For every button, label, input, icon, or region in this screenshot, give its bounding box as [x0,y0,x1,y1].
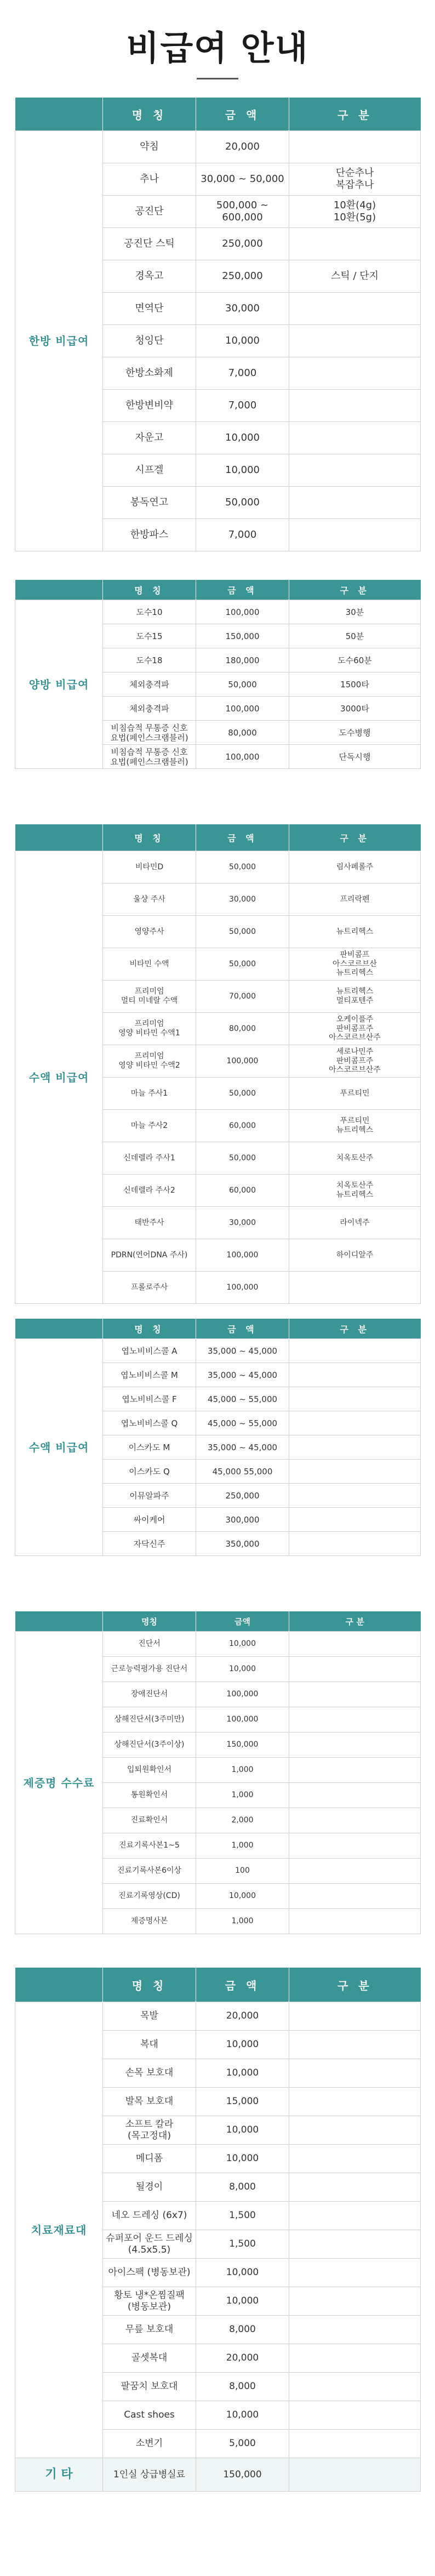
item-price: 100,000 [196,1707,289,1732]
item-price: 45,000 ~ 55,000 [196,1411,289,1435]
item-name: 무릎 보호대 [103,2316,196,2344]
item-price: 10,000 [196,2116,289,2145]
item-price: 35,000 ~ 45,000 [196,1435,289,1460]
item-name: 이스카도 M [103,1435,196,1460]
table-header-row [15,98,421,131]
item-price: 50,000 [196,487,289,519]
etc-category [289,2458,421,2492]
etc-name: 1인실 상급병실료 [103,2458,196,2492]
item-name: 네오 드레싱 (6x7) [103,2202,196,2230]
item-name: 황토 냉*온찜질팩 (병동보관) [103,2287,196,2316]
item-price: 20,000 [196,2344,289,2373]
etc-label: 기 타 [15,2458,103,2492]
header-name: 명칭 [103,1611,196,1632]
item-price: 1,500 [196,2202,289,2230]
item-price: 10,000 [196,1884,289,1909]
item-category [289,1783,421,1808]
item-category [289,454,421,487]
table-row [15,851,421,884]
section-label: 수액 비급여 [15,851,103,1304]
item-price: 10,000 [196,1657,289,1682]
item-category: 푸르티민 뉴트리헥스 [289,1110,421,1142]
item-category [289,1460,421,1484]
item-category [289,2116,421,2145]
header-price: 금 액 [196,98,289,131]
table-treatment-materials [15,1968,421,2492]
item-price: 50,000 [196,1078,289,1110]
item-category [289,2259,421,2287]
item-name: 소프트 칼라 (목고정대) [103,2116,196,2145]
table-header-row [15,1968,421,2002]
item-category: 프리락펜 [289,884,421,916]
item-category [289,390,421,422]
header-category: 구 분 [289,1611,421,1632]
header-name: 명 칭 [103,1319,196,1339]
item-name: 제증명사본 [103,1909,196,1934]
item-price: 80,000 [196,721,289,745]
item-price: 10,000 [196,2031,289,2059]
item-price: 45,000 55,000 [196,1460,289,1484]
item-price: 30,000 [196,1207,289,1239]
item-name: 마늘 주사1 [103,1078,196,1110]
header-name: 명 칭 [103,98,196,131]
item-category [289,2373,421,2401]
item-name: 엽노비비스콜 F [103,1387,196,1411]
item-category: 뉴트리헥스 멀티포텐주 [289,981,421,1013]
item-name: 태반주사 [103,1207,196,1239]
header-name: 명 칭 [103,1968,196,2002]
item-name: 진료기록영상(CD) [103,1884,196,1909]
item-name: 목발 [103,2002,196,2031]
item-name: 마늘 주사2 [103,1110,196,1142]
item-price: 100,000 [196,1682,289,1707]
item-category [289,325,421,357]
item-category [289,2002,421,2031]
item-name: Cast shoes [103,2401,196,2430]
table-row [15,1632,421,1657]
item-category: 50분 [289,624,421,648]
item-name: 한방소화제 [103,357,196,390]
section-label: 양방 비급여 [15,600,103,769]
item-name: 이뮤알파주 [103,1484,196,1508]
table-row [15,2002,421,2031]
item-category: 오케이플주 판비콤프주 아스코르브산주 [289,1013,421,1045]
item-price: 20,000 [196,131,289,163]
item-name: 신데렐라 주사1 [103,1142,196,1175]
item-category [289,1339,421,1363]
item-price: 10,000 [196,1632,289,1657]
table-header-row [15,1611,421,1632]
item-price: 250,000 [196,228,289,260]
item-name: 근로능력평가용 진단서 [103,1657,196,1682]
item-name: 이스카도 Q [103,1460,196,1484]
item-category: 10환(4g) 10환(5g) [289,196,421,228]
item-category [289,519,421,551]
item-price: 20,000 [196,2002,289,2031]
item-price: 350,000 [196,1532,289,1556]
item-category [289,1484,421,1508]
table-oriental-noncovered [15,98,421,551]
item-category: 세로나민주 판비콤프주 아스코르브산주 [289,1045,421,1078]
header-blank [15,98,103,131]
header-category: 구 분 [289,824,421,851]
header-price: 금액 [196,1611,289,1632]
item-category [289,487,421,519]
item-name: 공진단 [103,196,196,228]
item-name: 팔꿈치 보호대 [103,2373,196,2401]
item-name: 상해진단서(3주이상) [103,1732,196,1758]
item-category [289,1532,421,1556]
item-price: 10,000 [196,2401,289,2430]
item-category [289,1732,421,1758]
item-category: 하이디알주 [289,1239,421,1272]
item-name: 울샹 주사 [103,884,196,916]
item-price: 300,000 [196,1508,289,1532]
item-name: 아이스팩 (병동보관) [103,2259,196,2287]
item-category [289,1632,421,1657]
item-price: 100,000 [196,1239,289,1272]
item-category [289,1657,421,1682]
item-name: 경옥고 [103,260,196,293]
item-name: 도수18 [103,648,196,673]
item-price: 45,000 ~ 55,000 [196,1387,289,1411]
item-price: 1,000 [196,1758,289,1783]
header-blank [15,1319,103,1339]
item-category: 단독시행 [289,745,421,769]
item-category: 도수병행 [289,721,421,745]
item-price: 50,000 [196,1142,289,1175]
item-price: 100 [196,1859,289,1884]
item-price: 30,000 [196,884,289,916]
item-price: 10,000 [196,2259,289,2287]
item-price: 10,000 [196,325,289,357]
etc-row [15,2458,421,2492]
header-price: 금 액 [196,824,289,851]
header-category: 구 분 [289,1319,421,1339]
item-name: 비침습적 무통증 신호 요법(페인스크램블러) [103,745,196,769]
item-category [289,2059,421,2088]
item-name: 비타민 수액 [103,948,196,981]
item-name: 체외충격파 [103,673,196,697]
item-name: 입퇴원확인서 [103,1758,196,1783]
item-name: 프리미엄 영양 비타민 수액2 [103,1045,196,1078]
item-category [289,1682,421,1707]
item-category [289,2173,421,2202]
item-name: 엽노비비스콜 A [103,1339,196,1363]
item-name: 엽노비비스콜 Q [103,1411,196,1435]
item-price: 7,000 [196,390,289,422]
item-name: 메디폼 [103,2145,196,2173]
table-row [15,131,421,163]
table-iv-noncovered [15,824,421,1304]
header-blank [15,1611,103,1632]
item-price: 8,000 [196,2316,289,2344]
item-name: 골셋복대 [103,2344,196,2373]
item-price: 180,000 [196,648,289,673]
item-name: 청잉단 [103,325,196,357]
item-price: 10,000 [196,2145,289,2173]
item-price: 150,000 [196,1732,289,1758]
item-price: 1,000 [196,1783,289,1808]
item-category [289,1884,421,1909]
item-price: 250,000 [196,260,289,293]
item-category [289,1508,421,1532]
item-price: 1,000 [196,1833,289,1859]
item-name: 도수15 [103,624,196,648]
page-title: 비급여 안내 [126,28,309,68]
header-name: 명 칭 [103,580,196,600]
table-row [15,1339,421,1363]
item-price: 15,000 [196,2088,289,2116]
item-category: 판비콤프 아스코르브산 뉴트리헥스 [289,948,421,981]
item-name: 프롤로주사 [103,1272,196,1304]
item-name: 상해진단서(3주미만) [103,1707,196,1732]
item-price: 100,000 [196,697,289,721]
item-price: 10,000 [196,2059,289,2088]
item-category [289,1435,421,1460]
header-price: 금 액 [196,1968,289,2002]
item-price: 60,000 [196,1175,289,1207]
table-certificate-fees [15,1611,421,1934]
item-price: 10,000 [196,454,289,487]
item-category [289,1411,421,1435]
item-category [289,2230,421,2259]
header-category: 구 분 [289,1968,421,2002]
item-price: 30,000 ~ 50,000 [196,163,289,196]
item-price: 100,000 [196,1045,289,1078]
item-category: 라이넥주 [289,1207,421,1239]
item-category [289,422,421,454]
item-category [289,228,421,260]
item-category [289,1387,421,1411]
item-category [289,1707,421,1732]
item-price: 500,000 ~ 600,000 [196,196,289,228]
item-category: 30분 [289,600,421,624]
item-name: 손목 보호대 [103,2059,196,2088]
item-name: 자운고 [103,422,196,454]
item-price: 60,000 [196,1110,289,1142]
item-category [289,1909,421,1934]
item-category [289,293,421,325]
item-name: 될경이 [103,2173,196,2202]
item-price: 50,000 [196,916,289,948]
item-name: 소변기 [103,2430,196,2458]
item-category [289,1363,421,1387]
item-category [289,2430,421,2458]
item-category [289,2287,421,2316]
item-name: PDRN(연어DNA 주사) [103,1239,196,1272]
item-category: 푸르티민 [289,1078,421,1110]
item-category: 치옥토산주 [289,1142,421,1175]
item-price: 35,000 ~ 45,000 [196,1363,289,1387]
item-price: 8,000 [196,2373,289,2401]
item-price: 7,000 [196,519,289,551]
item-price: 100,000 [196,600,289,624]
table-header-row [15,580,421,600]
item-price: 10,000 [196,2287,289,2316]
item-price: 35,000 ~ 45,000 [196,1339,289,1363]
item-price: 50,000 [196,948,289,981]
item-name: 한방파스 [103,519,196,551]
item-category [289,2088,421,2116]
table-header-row [15,824,421,851]
item-category [289,1833,421,1859]
item-category: 도수60분 [289,648,421,673]
item-name: 추나 [103,163,196,196]
item-price: 8,000 [196,2173,289,2202]
item-category [289,2031,421,2059]
item-name: 약침 [103,131,196,163]
title-underline [197,78,238,79]
item-price: 5,000 [196,2430,289,2458]
item-category [289,2316,421,2344]
item-price: 10,000 [196,422,289,454]
item-name: 장애진단서 [103,1682,196,1707]
table-iv-noncovered-2 [15,1319,421,1556]
header-category: 구 분 [289,580,421,600]
item-price: 100,000 [196,745,289,769]
item-name: 진료기록사본1~5 [103,1833,196,1859]
table-row [15,600,421,624]
item-category [289,1859,421,1884]
item-category [289,1758,421,1783]
table-western-noncovered [15,580,421,769]
item-name: 영양주사 [103,916,196,948]
item-name: 비타민D [103,851,196,884]
item-price: 30,000 [196,293,289,325]
item-category: 림사페롤주 [289,851,421,884]
item-name: 체외충격파 [103,697,196,721]
header-price: 금 액 [196,580,289,600]
header-blank [15,1968,103,2002]
item-price: 50,000 [196,673,289,697]
item-category: 3000타 [289,697,421,721]
item-category [289,2401,421,2430]
item-category [289,1272,421,1304]
item-price: 80,000 [196,1013,289,1045]
section-label: 치료재료대 [15,2002,103,2458]
item-name: 봉독연고 [103,487,196,519]
header-category: 구 분 [289,98,421,131]
item-name: 신데렐라 주사2 [103,1175,196,1207]
item-price: 250,000 [196,1484,289,1508]
item-price: 1,000 [196,1909,289,1934]
item-category: 치옥토산주 뉴트리헥스 [289,1175,421,1207]
item-name: 발목 보호대 [103,2088,196,2116]
item-name: 진단서 [103,1632,196,1657]
section-label: 한방 비급여 [15,131,103,551]
section-label: 제증명 수수료 [15,1632,103,1934]
item-category [289,2202,421,2230]
item-category: 단순추나 복잡추나 [289,163,421,196]
section-label: 수액 비급여 [15,1339,103,1556]
item-name: 시프겔 [103,454,196,487]
item-name: 엽노비비스콜 M [103,1363,196,1387]
item-category: 1500타 [289,673,421,697]
item-name: 공진단 스틱 [103,228,196,260]
header-blank [15,580,103,600]
etc-price: 150,000 [196,2458,289,2492]
item-price: 150,000 [196,624,289,648]
item-price: 70,000 [196,981,289,1013]
header-name: 명 칭 [103,824,196,851]
item-name: 비침습적 무통증 신호 요법(페인스크램블러) [103,721,196,745]
item-category: 스틱 / 단지 [289,260,421,293]
item-price: 100,000 [196,1272,289,1304]
item-category [289,2145,421,2173]
item-name: 도수10 [103,600,196,624]
item-category [289,131,421,163]
item-price: 1,500 [196,2230,289,2259]
table-header-row [15,1319,421,1339]
item-name: 진료기록사본6이상 [103,1859,196,1884]
item-category [289,1808,421,1833]
item-category [289,2344,421,2373]
item-price: 2,000 [196,1808,289,1833]
header-price: 금 액 [196,1319,289,1339]
item-name: 통원확인서 [103,1783,196,1808]
item-name: 진료확인서 [103,1808,196,1833]
item-price: 7,000 [196,357,289,390]
header-blank [15,824,103,851]
item-name: 싸이케어 [103,1508,196,1532]
item-name: 프리미엄 영양 비타민 수액1 [103,1013,196,1045]
item-name: 복대 [103,2031,196,2059]
item-name: 한방변비약 [103,390,196,422]
item-name: 프리미엄 멀티 미네랄 수액 [103,981,196,1013]
item-name: 자닥신주 [103,1532,196,1556]
item-category: 뉴트리헥스 [289,916,421,948]
item-name: 면역단 [103,293,196,325]
item-price: 50,000 [196,851,289,884]
item-category [289,357,421,390]
item-name: 슈퍼포어 운드 드레싱 (4.5x5.5) [103,2230,196,2259]
